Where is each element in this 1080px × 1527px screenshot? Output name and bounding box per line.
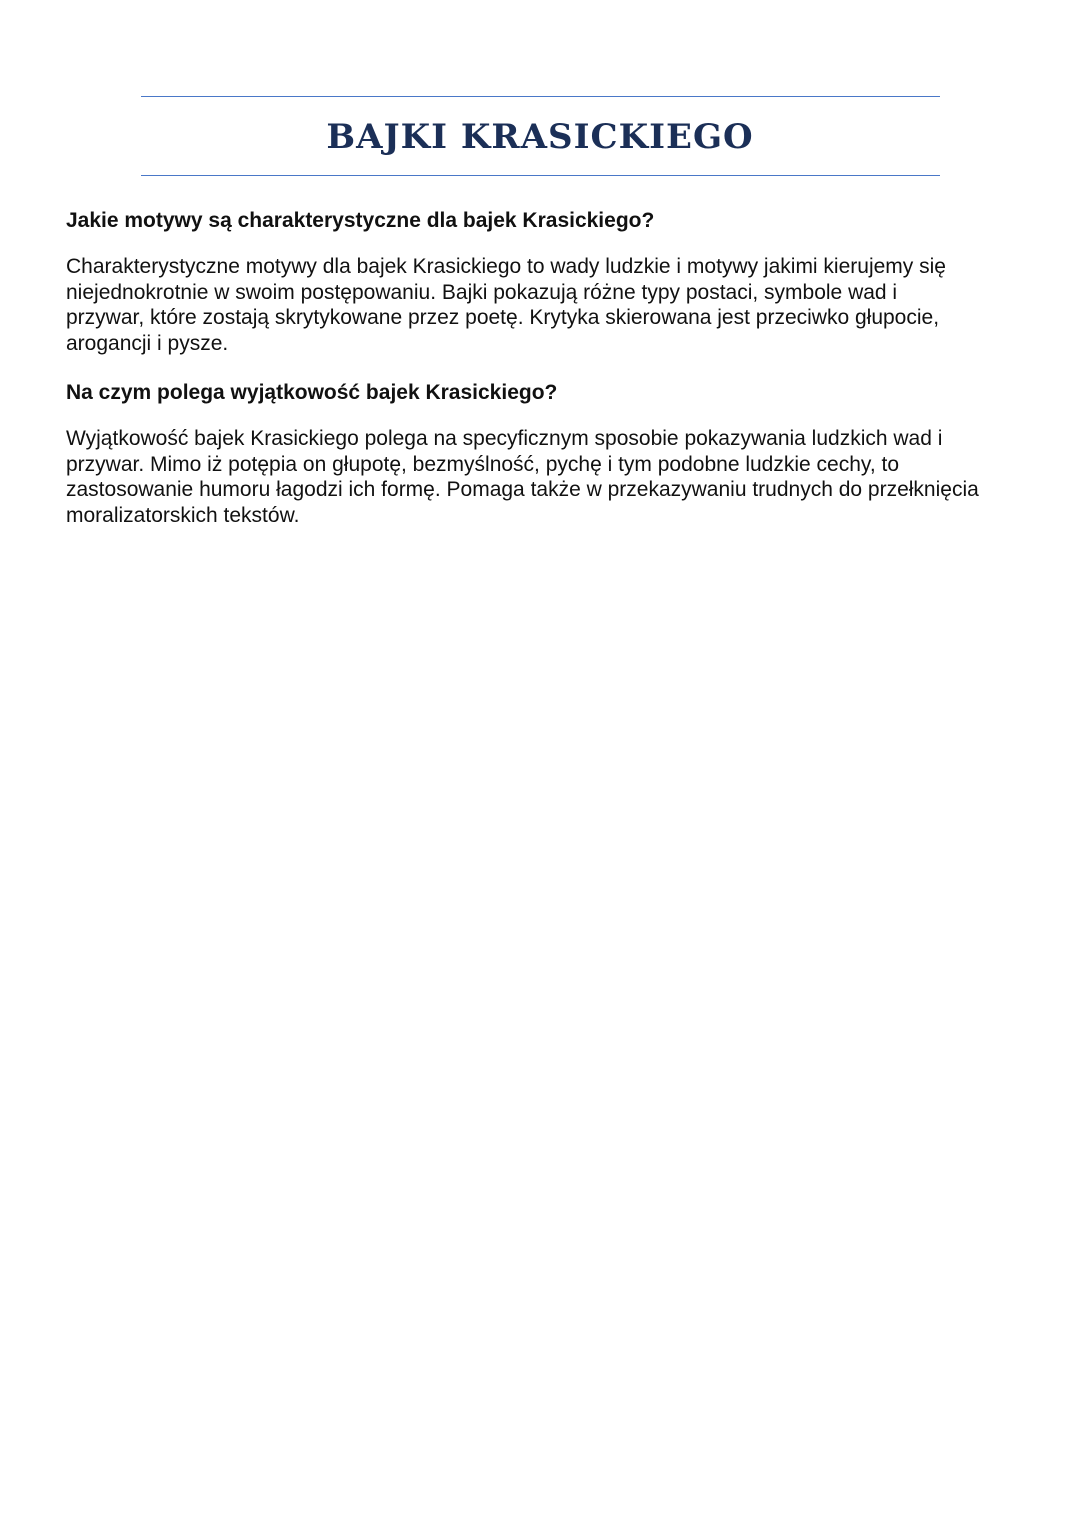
answer-line: arogancji i pysze. bbox=[66, 331, 229, 355]
answer-line: zastosowanie humoru łagodzi ich formę. Pomaga także w przekazywaniu trudnych do przełknięcia bbox=[66, 478, 979, 501]
qa-section-motifs bbox=[66, 206, 1026, 356]
answer-line: moralizatorskich tekstów. bbox=[66, 503, 300, 527]
document-body bbox=[66, 206, 1026, 550]
page-title: BAJKI KRASICKIEGO bbox=[326, 117, 754, 157]
answer-paragraph bbox=[66, 426, 1026, 528]
answer-line: przywar. Mimo iż potępia on głupotę, bezmyślność, pychę i tym podobne ludzkie cechy, to bbox=[66, 452, 900, 476]
title-top-rule bbox=[141, 96, 940, 97]
question-heading: Na czym polega wyjątkowość bajek Krasickiego? bbox=[66, 381, 558, 404]
answer-line: Wyjątkowość bajek Krasickiego polega na specyficznym sposobie pokazywania ludzkich wad i bbox=[66, 427, 943, 450]
answer-paragraph bbox=[66, 254, 1026, 356]
answer-line: Charakterystyczne motywy dla bajek Krasickiego to wady ludzkie i motywy jakimi kierujemy się bbox=[66, 255, 946, 278]
answer-line: niejednokrotnie w swoim postępowaniu. Bajki pokazują różne typy postaci, symbole wad i bbox=[66, 280, 898, 304]
qa-section-uniqueness bbox=[66, 378, 1026, 528]
title-bottom-rule bbox=[141, 175, 940, 176]
question-heading: Jakie motywy są charakterystyczne dla bajek Krasickiego? bbox=[66, 209, 655, 232]
answer-line: przywar, które zostają skrytykowane przez poetę. Krytyka skierowana jest przeciwko głupocie, bbox=[66, 306, 940, 329]
